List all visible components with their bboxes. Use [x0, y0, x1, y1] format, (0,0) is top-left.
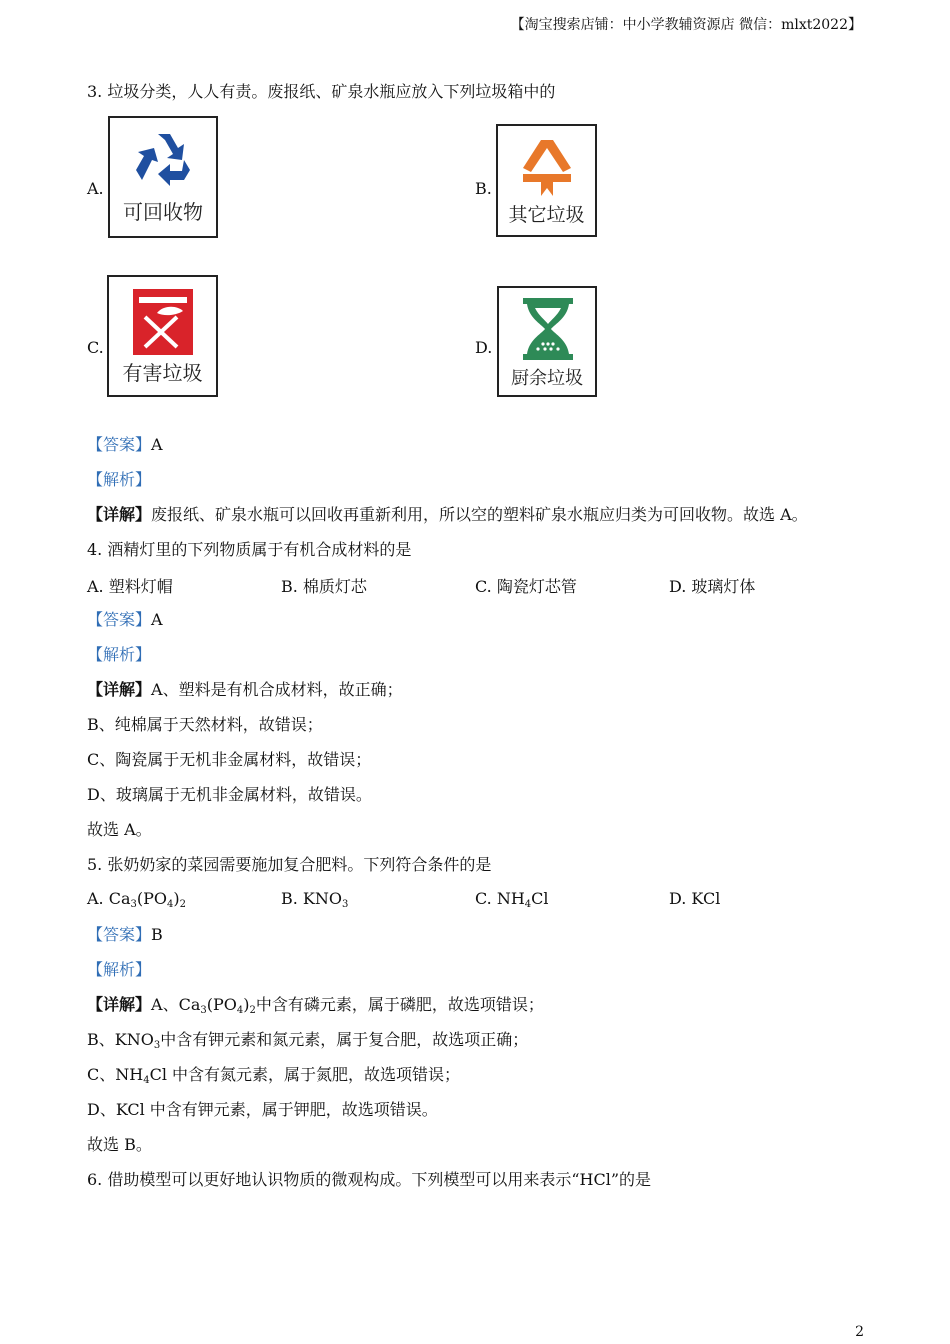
answer-label: 【答案】	[87, 435, 152, 454]
q5-detail-line-3: C、$NH_4Cl$ 中含有氮元素，属于氮肥，故选项错误；	[87, 1065, 461, 1086]
q5-option-a: A. $Ca_3(PO_4)_2$	[87, 889, 187, 910]
q4-option-c: C. 陶瓷灯芯管	[475, 577, 577, 596]
q5-option-c: C. $NH_4Cl$	[475, 889, 549, 910]
answer-label: 【答案】	[87, 925, 152, 944]
page-number: 2	[855, 1324, 864, 1340]
header-shop-text: 【淘宝搜索店铺：中小学教辅资源店 微信：mlxt2022】	[510, 17, 862, 33]
q4-detail-line-5: 故选 A。	[87, 820, 152, 839]
q3-analysis-label: 【解析】	[87, 470, 152, 489]
q3-option-d-caption: 厨余垃圾	[511, 368, 583, 389]
q5-answer	[87, 924, 163, 946]
answer-value: B	[151, 925, 163, 944]
answer-value: A	[151, 610, 163, 629]
q3-option-c-letter: C.	[87, 338, 104, 357]
q3-option-d-letter: D.	[475, 338, 493, 357]
detail-text: A、塑料是有机合成材料，故正确；	[151, 680, 403, 699]
q4-analysis-label: 【解析】	[87, 645, 152, 664]
detail-label: 【详解】	[87, 505, 152, 524]
kitchen-waste-icon	[521, 298, 575, 360]
q3-option-a-caption: 可回收物	[123, 200, 203, 224]
detail-text: 废报纸、矿泉水瓶可以回收再重新利用，所以空的塑料矿泉水瓶应归类为可回收物。故选 A。	[151, 505, 808, 524]
q4-option-d: D. 玻璃灯体	[669, 577, 756, 596]
q3-option-c-caption: 有害垃圾	[122, 361, 203, 385]
q4-option-a: A. 塑料灯帽	[87, 577, 173, 596]
q3-detail	[87, 504, 808, 526]
q3-answer	[87, 434, 163, 456]
q3-option-b-sign	[496, 124, 597, 237]
q5-option-d: D. KCl	[669, 889, 721, 908]
q3-option-b-letter: B.	[475, 179, 492, 198]
q4-detail-line-2: B、纯棉属于天然材料，故错误；	[87, 715, 323, 734]
q3-option-c-sign	[107, 275, 218, 397]
q3-option-a-letter: A.	[87, 179, 104, 198]
q5-detail-line-4: D、KCl 中含有钾元素，属于钾肥，故选项错误。	[87, 1100, 438, 1119]
q3-option-a-sign	[108, 116, 218, 238]
answer-label: 【答案】	[87, 610, 152, 629]
q3-option-d-sign	[497, 286, 597, 397]
q5-detail-line-2: B、$KNO_3$中含有钾元素和氮元素，属于复合肥，故选项正确；	[87, 1030, 529, 1051]
q5-detail-line-1: 【详解】A、$Ca_3(PO_4)_2$中含有磷元素，属于磷肥，故选项错误；	[87, 995, 544, 1016]
hazardous-waste-icon	[133, 289, 193, 355]
q4-option-b: B. 棉质灯芯	[281, 577, 367, 596]
answer-value: A	[151, 435, 163, 454]
q4-answer	[87, 609, 163, 631]
q4-detail-line-3: C、陶瓷属于无机非金属材料，故错误；	[87, 750, 372, 769]
q5-option-b: B. $KNO_3$	[281, 889, 349, 910]
q3-option-b-caption: 其它垃圾	[508, 204, 585, 226]
q4-detail-line-4: D、玻璃属于无机非金属材料，故错误。	[87, 785, 372, 804]
detail-label: 【详解】	[87, 680, 152, 699]
question-5-stem: 5. 张奶奶家的菜园需要施加复合肥料。下列符合条件的是	[87, 855, 492, 874]
detail-label: 【详解】	[87, 995, 152, 1014]
other-waste-icon	[519, 138, 575, 200]
question-3-stem: 3. 垃圾分类，人人有责。废报纸、矿泉水瓶应放入下列垃圾箱中的	[87, 82, 556, 101]
question-4-stem: 4. 酒精灯里的下列物质属于有机合成材料的是	[87, 540, 412, 559]
question-6-stem: 6. 借助模型可以更好地认识物质的微观构成。下列模型可以用来表示“HCl”的是	[87, 1170, 652, 1189]
q4-detail-line-1	[87, 679, 403, 701]
q5-detail-line-5: 故选 B。	[87, 1135, 152, 1154]
q5-analysis-label: 【解析】	[87, 960, 152, 979]
recycle-icon	[132, 130, 196, 190]
